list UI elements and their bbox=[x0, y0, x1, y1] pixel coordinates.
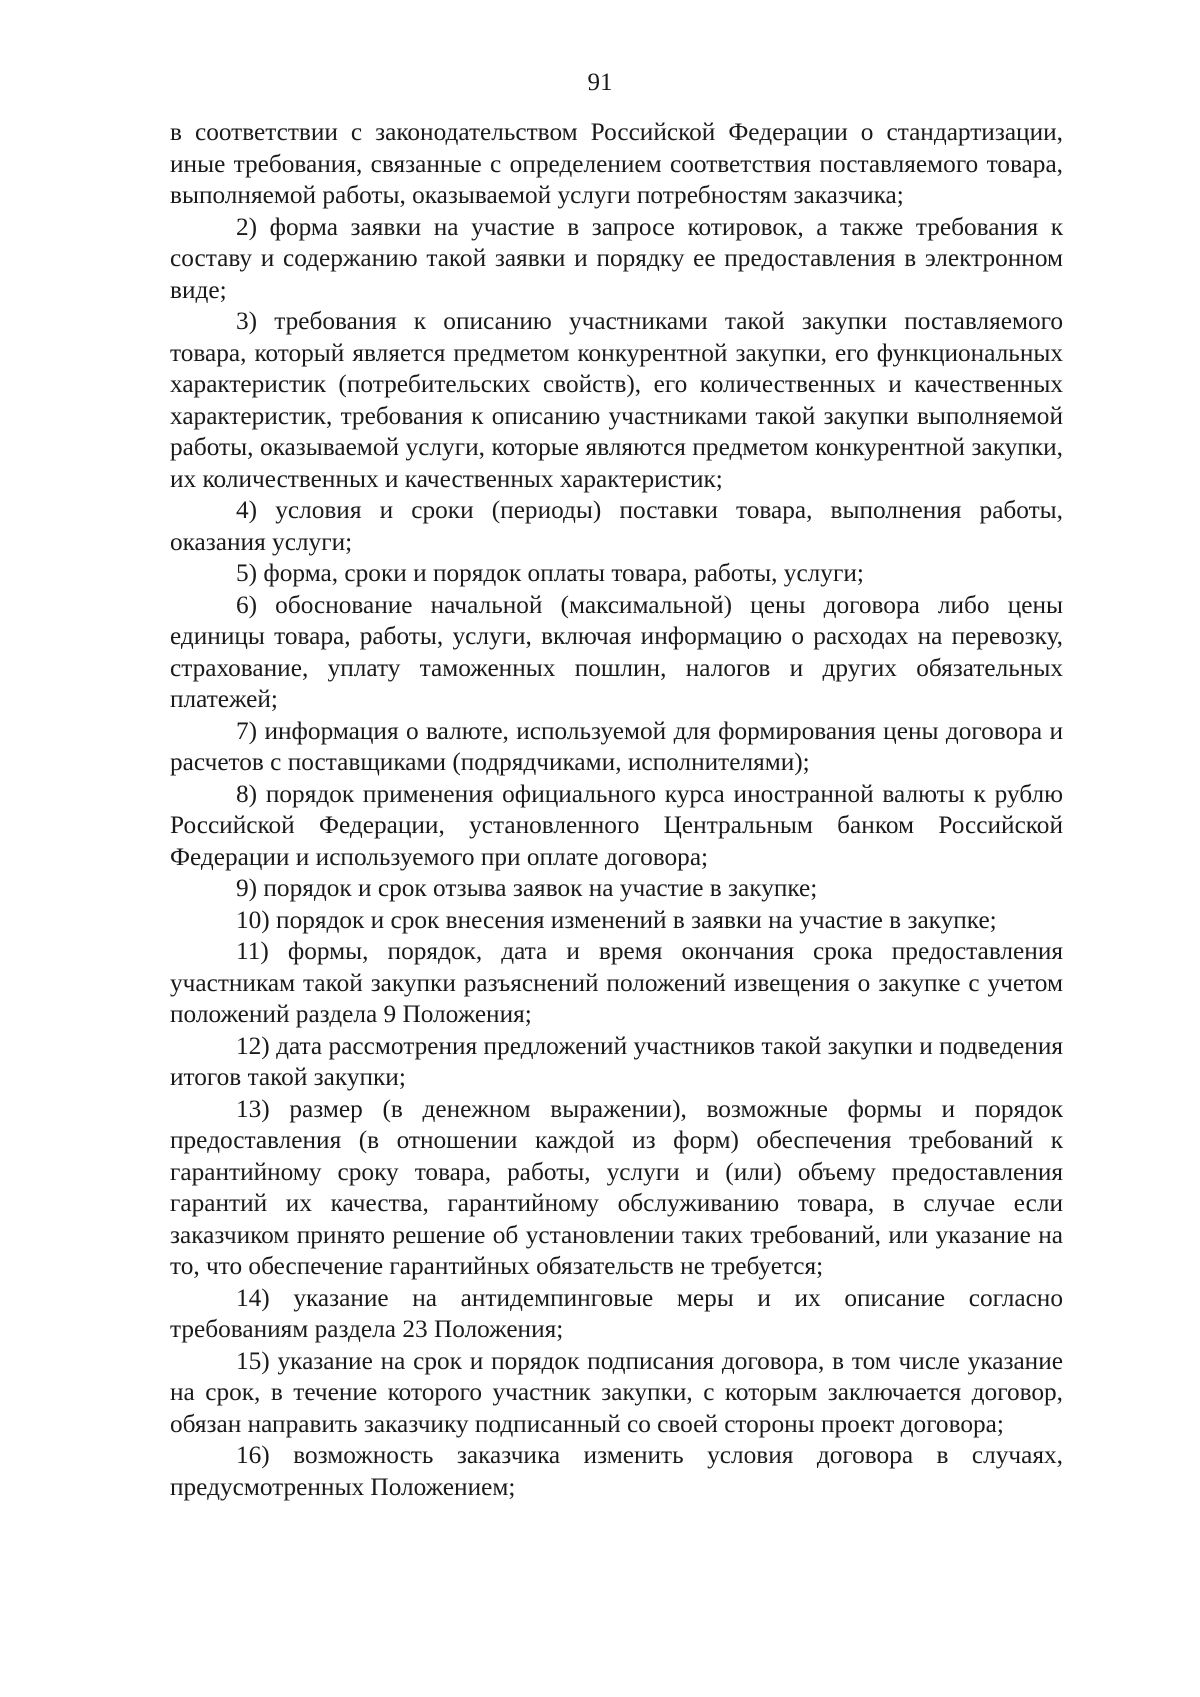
list-item-11: 11) формы, порядок, дата и время окончания срока предоставления участникам такой закупки разъяснений положений извещения о закупке с учетом положений раздела 9 Положения; bbox=[170, 937, 1063, 1028]
list-item-5: 5) форма, сроки и порядок оплаты товара, работы, услуги; bbox=[236, 559, 864, 587]
document-body bbox=[170, 117, 1063, 1503]
list-item-4: 4) условия и сроки (периоды) поставки товара, выполнения работы, оказания услуги; bbox=[170, 496, 1063, 556]
list-item-15: 15) указание на срок и порядок подписания договора, в том числе указание на срок, в течение которого участник закупки, с которым заключается договор, обязан направить заказчику подписанный со своей стороны проект договора; bbox=[170, 1346, 1063, 1438]
list-item-8: 8) порядок применения официального курса иностранной валюты к рублю Российской Федерации, установленного Центральным банком Российской Федерации и используемого при оплате договора; bbox=[170, 779, 1063, 871]
page-number: 91 bbox=[587, 69, 613, 96]
list-item-16: 16) возможность заказчика изменить условия договора в случаях, предусмотренных Положением; bbox=[170, 1441, 1063, 1501]
list-item-6: 6) обоснование начальной (максимальной) цены договора либо цены единицы товара, работы, услуги, включая информацию о расходах на перевозку, страхование, уплату таможенных пошлин, налогов и других обязательных платежей; bbox=[170, 590, 1063, 713]
list-item-2: 2) форма заявки на участие в запросе котировок, а также требования к составу и содержанию такой заявки и порядку ее предоставления в электронном виде; bbox=[170, 212, 1063, 304]
list-item-14: 14) указание на антидемпинговые меры и их описание согласно требованиям раздела 23 Положения; bbox=[170, 1283, 1063, 1343]
list-item-9: 9) порядок и срок отзыва заявок на участие в закупке; bbox=[236, 874, 818, 902]
list-item-3: 3) требования к описанию участниками такой закупки поставляемого товара, который является предметом конкурентной закупки, его функциональных характеристик (потребительских свойств), его количественных и качественных характеристик, требования к описанию участниками такой закупки выполняемой работы, оказываемой услуги, которые являются предметом конкурентной закупки, их количественных и качественных характеристик; bbox=[170, 307, 1063, 493]
list-item-10: 10) порядок и срок внесения изменений в заявки на участие в закупке; bbox=[236, 905, 997, 934]
list-item-12: 12) дата рассмотрения предложений участников такой закупки и подведения итогов такой закупки; bbox=[170, 1031, 1063, 1091]
list-item-7: 7) информация о валюте, используемой для формирования цены договора и расчетов с поставщиками (подрядчиками, исполнителями); bbox=[170, 716, 1063, 776]
list-item-13: 13) размер (в денежном выражении), возможные формы и порядок предоставления (в отношении каждой из форм) обеспечения требований к гарантийному сроку товара, работы, услуги и (или) объему предоставления гарантий их качества, гарантийному обслуживанию товара, в случае если заказчиком принято решение об установлении таких требований, или указание на то, что обеспечение гарантийных обязательств не требуется; bbox=[170, 1094, 1063, 1280]
paragraph-continuation: в соответствии с законодательством Российской Федерации о стандартизации, иные требования, связанные с определением соответствия поставляемого товара, выполняемой работы, оказываемой услуги потребностям заказчика; bbox=[170, 118, 1063, 209]
